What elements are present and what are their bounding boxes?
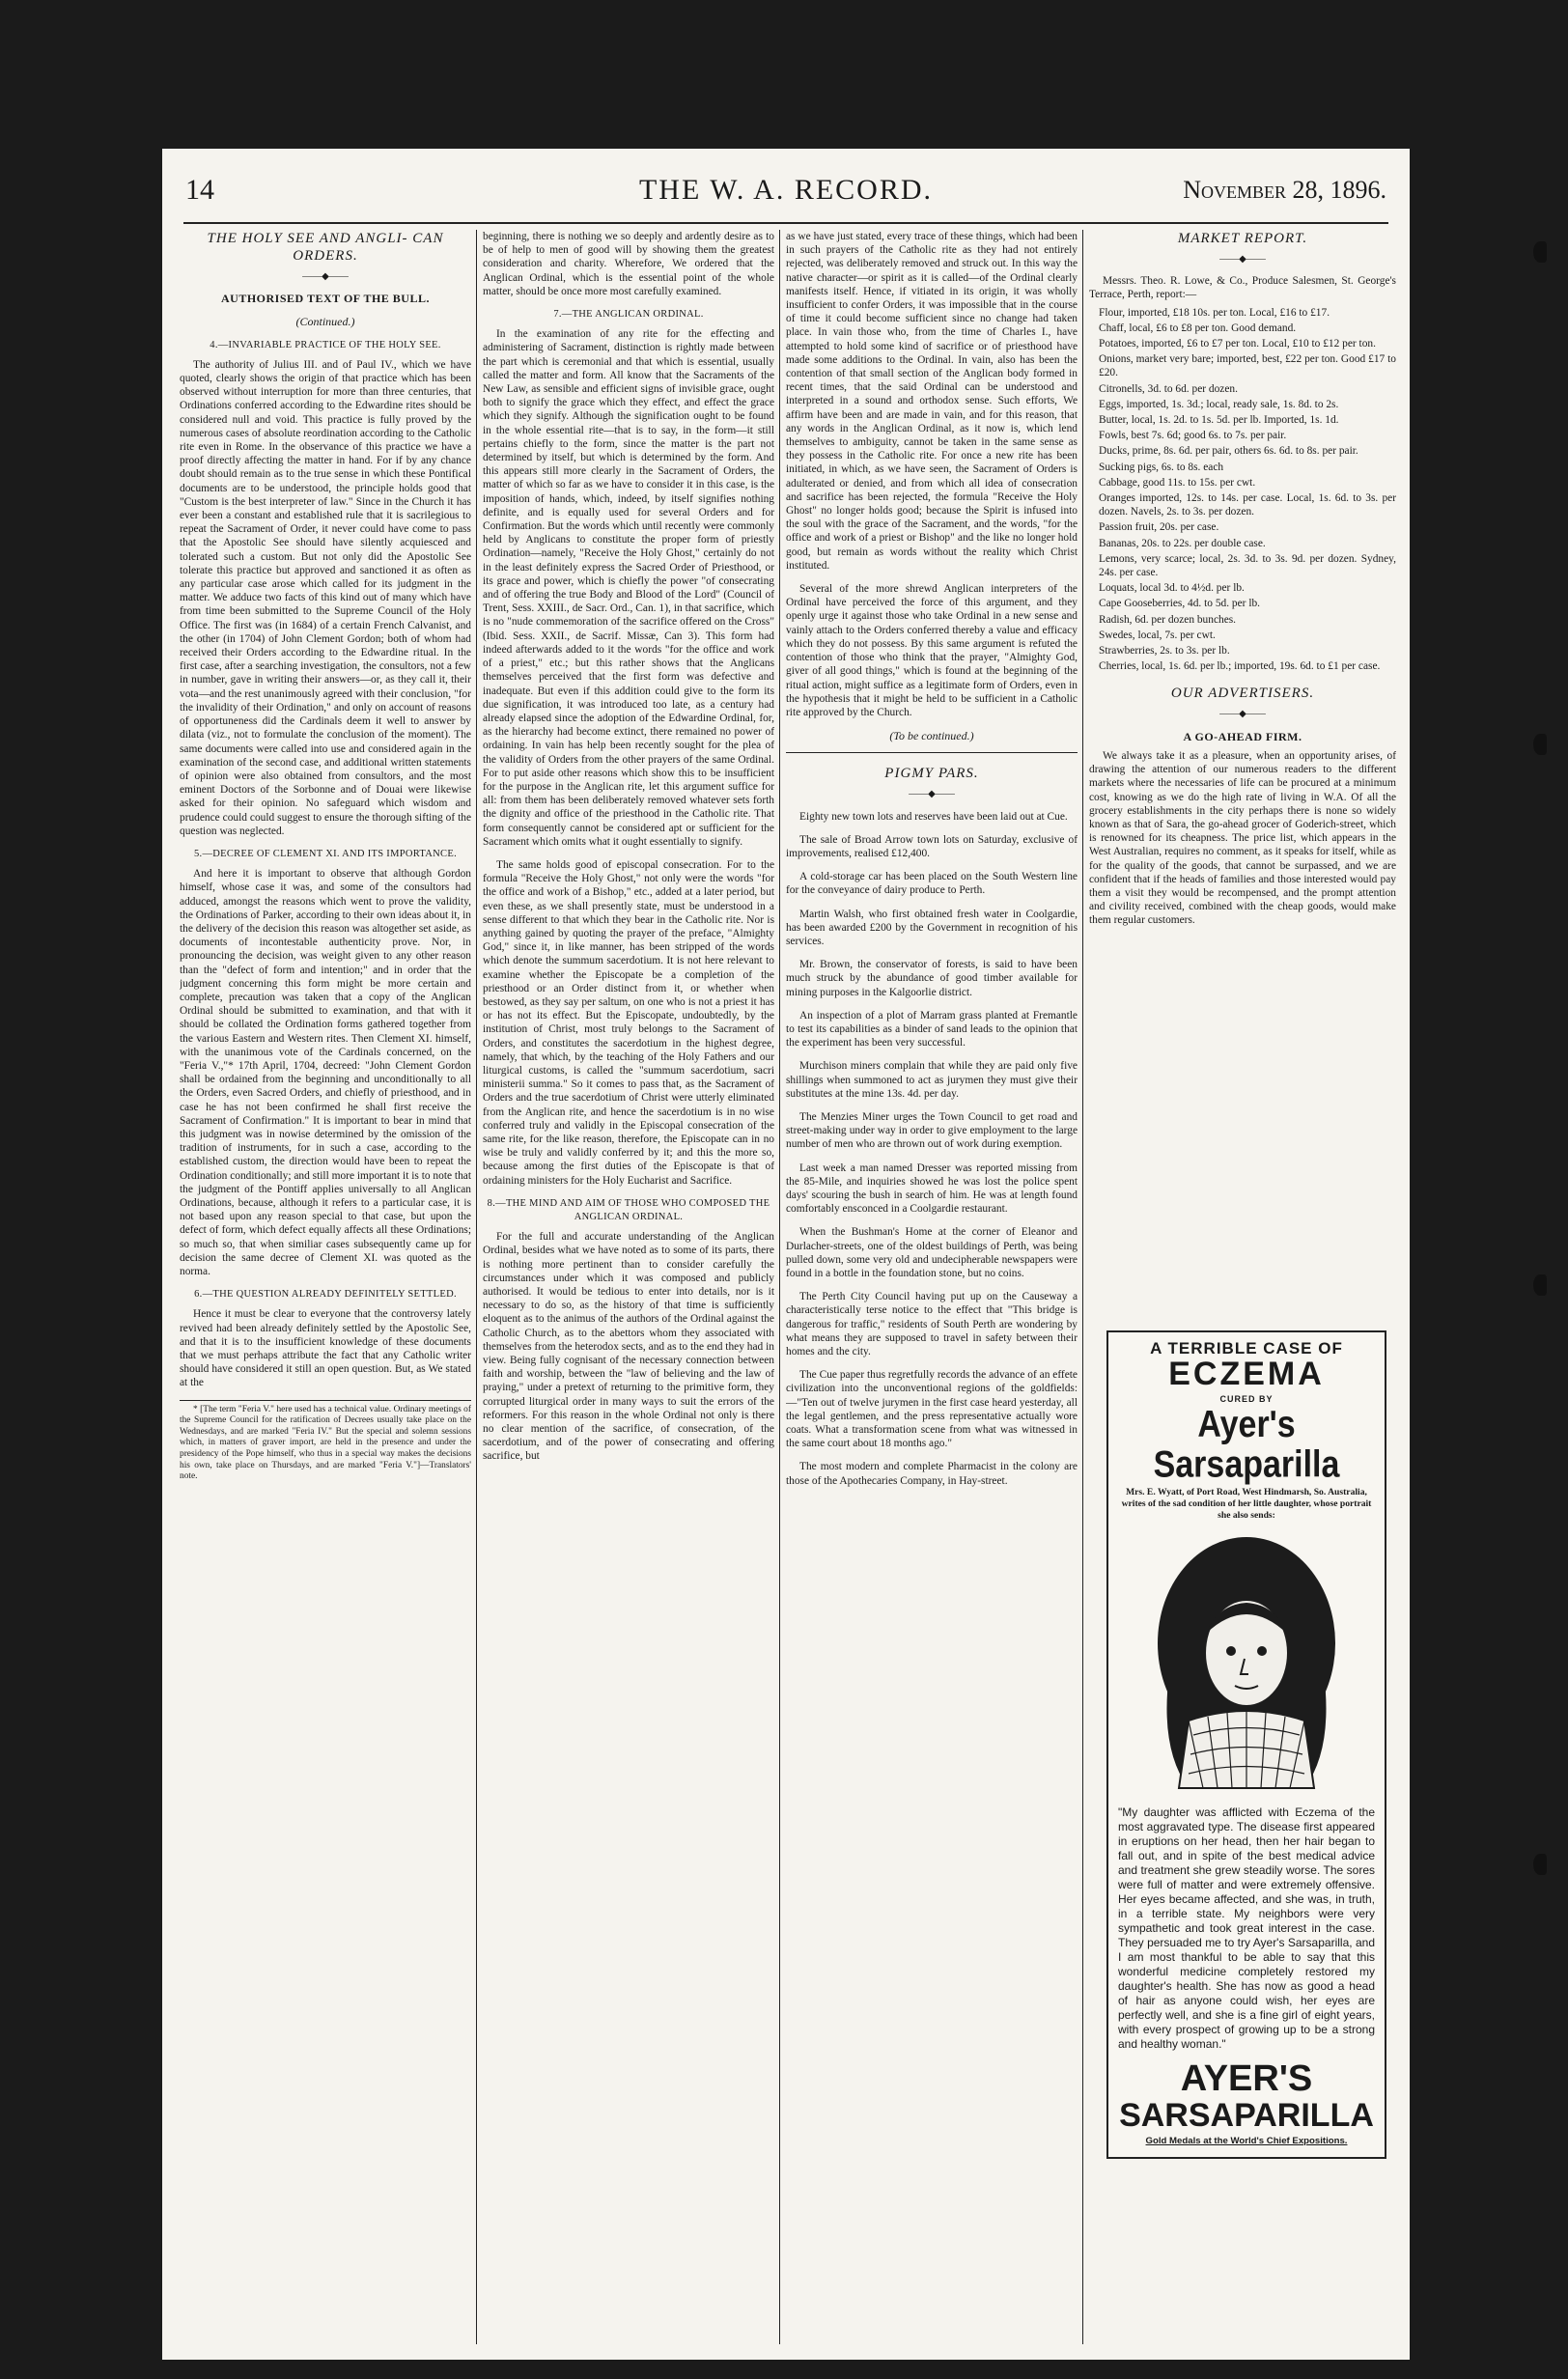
masthead-title: THE W. A. RECORD. <box>638 174 934 206</box>
news-item: The Perth City Council having put up on the Causeway a characteristically terse notice to the effect that "This bridge is dangerous for traffic," residents of South Perth are wondering by what means they are supposed to travel in safety between their homes and the city. <box>786 1291 1078 1358</box>
section-heading: 6.—THE QUESTION ALREADY DEFINITELY SETTLED. <box>194 1289 457 1301</box>
ad-caption: Mrs. E. Wyatt, of Port Road, West Hindmarsh, So. Australia, writes of the sad condition of her little daughter, whose portrait she also sends: <box>1121 1487 1372 1522</box>
market-item: Passion fruit, 20s. per case. <box>1099 521 1219 534</box>
market-item: Oranges imported, 12s. to 14s. per case. Local, 1s. 6d. to 3s. per dozen. Navels, 2s. to 3s. per dozen. <box>1099 492 1396 518</box>
market-item: Cabbage, good 11s. to 15s. per cwt. <box>1099 476 1256 489</box>
news-item: When the Bushman's Home at the corner of Eleanor and Durlacher-streets, one of the oldest buildings of Perth, was being pulled down, some very old and undecipherable newspapers were found in a bottle in the foundation stone, but no coins. <box>786 1226 1078 1279</box>
column-divider <box>476 230 477 2344</box>
column-divider <box>1082 230 1083 2344</box>
ad-brand: AYER'S <box>1180 2058 1313 2100</box>
section-heading: 8.—THE MIND AND AIM OF THOSE WHO COMPOSED THE ANGLICAN ORDINAL. <box>487 1197 770 1223</box>
binding-mark <box>1533 1854 1547 1875</box>
issue-date: November 28, 1896. <box>1183 176 1386 204</box>
section-heading: 5.—DECREE OF CLEMENT XI. AND ITS IMPORTANCE. <box>194 848 457 859</box>
ad-headline: A TERRIBLE CASE OF <box>1150 1339 1343 1357</box>
advertisement <box>1106 1330 1386 2159</box>
column-4 <box>1089 230 1396 2344</box>
ornament: ——◆—— <box>1219 254 1266 265</box>
section-heading: 4.—INVARIABLE PRACTICE OF THE HOLY SEE. <box>210 339 441 350</box>
binding-mark <box>1533 1274 1547 1296</box>
page-header <box>185 174 1386 216</box>
column-2 <box>483 230 774 2344</box>
section-title: MARKET REPORT. <box>1177 231 1308 246</box>
ad-headline: ECZEMA <box>1168 1356 1325 1393</box>
market-item: Eggs, imported, 1s. 3d.; local, ready sale, 1s. 8d. to 2s. <box>1099 398 1339 410</box>
ad-brand-script: Ayer's Sarsaparilla <box>1153 1403 1340 1486</box>
market-item: Onions, market very bare; imported, best, £22 per ton. Good £17 to £20. <box>1099 353 1396 379</box>
paragraph: The authority of Julius III. and of Paul IV., which we have quoted, clearly shows the origin of that practice which has been observed without interruption for more than three centuries, that Ordinations conferred according to the Edwardine rites should be considered null and void. This practice is fully proved by the numerous cases of absolute reordination according to the Catholic rite even in Rome. In the observance of this practice we have a proof directly affecting the matter in hand. For if by any chance doubt should remain as to the true sense in which these Pontifical documents are to be understood, the principle holds good that "Custom is the best interpreter of law." Since in the Church it has ever been a constant and established rule that it is sacrilegious to repeat the Sacrament of Order, it never could have come to pass that the Apostolic See should have silently acquiesced and tolerated such a custom. But not only did the Apostolic See tolerate this practice but approved and sanctioned it as often as any particular case arose which called for its judgment in the matter. We adduce two facts of this kind out of many which have from time been submitted to the Supreme Council of the Holy Office. The first was (in 1684) of a certain French Calvanist, and the other (in 1704) of John Clement Gordon; both of whom had received their Orders according to the Edwardine ritual. In the first case, after a searching investigation, the consultors, not a few in number, gave in writing their answers—or, as they call it, their vota—and the rest unanimously agreed with their conclusion, "for the invalidity of their Ordination," and only on account of reasons of opportuneness did the Cardinals deem it well to answer by dilata (viz., not to formulate the conclusion of the moment). The same documents were called into use and considered again in the examination of the second case, and additional written statements of opinion were also obtained from consultors, and the most eminent Doctors of the Sorbonne and of Douai were likewise asked for their opinion. No safeguard which wisdom and prudence could could suggest to ensure the thorough sifting of the question was neglected. <box>180 358 471 837</box>
market-item: Bananas, 20s. to 22s. per double case. <box>1099 537 1266 549</box>
column-3 <box>786 230 1078 2344</box>
market-list <box>1089 306 1396 674</box>
paragraph: Several of the more shrewd Anglican interpreters of the Ordinal have perceived the force of this argument, and they openly urge it against those who take Ordinal in a new sense and vainly attach to the Orders conferred thereby a value and efficacy which they do not possess. By this same argument is refuted the contention of those who think that the prayer, "Almighty God, giver of all good things," which is found at the beginning of the ritual action, might suffice as a legitimate form of Orders, even in the hypothesis that it might be held to be sufficient in a Catholic rite approved by the Church. <box>786 583 1078 718</box>
footnote: * [The term "Feria V." here used has a technical value. Ordinary meetings of the Supreme Council for the ratification of Decrees usually take place on the Wednesdays, and are marked "Feria IV." But the special and solemn sessions which, in matters of graver import, are held in the presence and under the presidency of the Pope himself, who thus in a special way makes the decisions his own, take place on Thursdays, and are marked "Feria V."]—Translators' note. <box>180 1400 471 1483</box>
paragraph: The same holds good of episcopal consecration. For to the formula "Receive the Holy Ghost," not only were the words "for the office and work of a Bishop," etc., added at a later period, but even these, as we shall presently state, must be understood in a sense different to that which they bear in the Catholic rite. Nor is anything gained by quoting the prayer of the preface, "Almighty God," since it, in like manner, has been stripped of the words which denote the summum sacerdotium. It is not here relevant to examine whether the Episcopate be a completion of the priesthood or an Order distinct from it, or whether when bestowed, as they say per saltum, on one who is not a priest it has or has not its effect. But the Episcopate, undoubtedly, by the institution of Christ, most truly belongs to the Sacrament of Orders, and constitutes the sacerdotium in the highest degree, namely, that which, by the teaching of the Holy Fathers and our liturgical customs, is called the "summum sacerdotium, sacri ministerii summa." So it comes to pass that, as the Sacrament of Orders and the true sacerdotium of Christ were utterly eliminated from the Anglican rite, and hence the sacerdotium is in no wise conferred truly and validly in the Episcopal consecration of the same rite, for the like reason, therefore, the Episcopate can in no wise be truly and validly conferred by it; and this the more so, because among the first duties of the Episcopate is that of ordaining ministers for the Holy Eucharist and Sacrifice. <box>483 858 774 1187</box>
market-item: Potatoes, imported, £6 to £7 per ton. Local, £10 to £12 per ton. <box>1099 338 1376 350</box>
paragraph: beginning, there is nothing we so deeply and ardently desire as to be of help to men of good will by showing them the greatest consideration and charity. Wherefore, We ordered that the Anglican Ordinal, which is the essential point of the whole matter, should be once more most carefully examined. <box>483 231 774 297</box>
news-item: The Cue paper thus regretfully records the advance of an effete civilization into the unconventional regions of the goldfields:—"Ten out of twelve jurymen in the first case heard yesterday, all the legal gentlemen, and the press representative actually wore coats. What a transformation scene from what was witnessed in the same court about 18 months ago." <box>786 1369 1078 1450</box>
news-item: The sale of Broad Arrow town lots on Saturday, exclusive of improvements, realised £12,400. <box>786 833 1078 859</box>
article-title: THE HOLY SEE AND ANGLI- CAN ORDERS. <box>207 231 444 264</box>
section-title: PIGMY PARS. <box>884 766 979 782</box>
news-item: Mr. Brown, the conservator of forests, is said to have been much struck by the abundance of good timber available for mining purposes in the Kalgoorlie district. <box>786 959 1078 998</box>
column-divider <box>779 230 780 2344</box>
paragraph: as we have just stated, every trace of these things, which had been in such prayers of the Catholic rite as they had not entirely rejected, was deliberately removed and struck out. In this way the native character—or spirit as it is called—of the Ordinal clearly manifests itself. Hence, if vitiated in its origin, it was wholly insufficient to confer Orders, it was impossible that in the course of time it could become sufficient since no change had taken place. In vain those who, from the time of Charles I., have attempted to hold some kind of sacrifice or of priesthood have made some additions to the Ordinal. In vain, also has been the contention of that small section of the Anglican body formed in recent times, that the said Ordinal can be understood and interpreted in a sound and orthodox sense. Such efforts, We affirm have been and are made in vain, and for this reason, that any words in the Anglican Ordinal, as it now is, which lend themselves to ambiguity, cannot be taken in the same sense as they possess in the Catholic rite. For once a new rite has been initiated, in which, as we have seen, the Sacrament of Orders is adulterated or denied, and from which all idea of consecration and sacrifice has been rejected, the formula "Receive the Holy Ghost" no longer holds good; because the Spirit is infused into the soul with the grace of the Sacrament, and the words, "for the office and work of a priest or Bishop" and the like no longer hold good, but remain as words without the reality which Christ instituted. <box>786 231 1078 572</box>
news-item: The Menzies Miner urges the Town Council to get road and street-making under way in order to give employment to the large number of men who are thrown out of work during exemption. <box>786 1110 1078 1151</box>
news-item: Last week a man named Dresser was reported missing from the 85-Mile, and inquiries showed he was lost the police spent days' scouring the bush in search of him. He was at length found comfortably ensconced in a Coolgardie restaurant. <box>786 1162 1078 1216</box>
ornament: ——◆—— <box>302 271 349 282</box>
market-item: Lemons, very scarce; local, 2s. 3d. to 3s. 9d. per dozen. Sydney, 24s. per case. <box>1099 552 1396 579</box>
paragraph: For the full and accurate understanding of the Anglican Ordinal, besides what we have noted as to some of its parts, there is nothing more pertinent than to consider carefully the circumstances under which it was composed and publicly authorised. It would be tedious to enter into details, nor is it necessary to do so, as the history of that time is sufficiently eloquent as to the animus of the authors of the Ordinal against the Catholic Church, as to the abettors whom they associated with themselves from the heterodox sects, and as to the end they had in view. Being fully cognisant of the necessary connection between faith and worship, between the "law of believing and the law of praying," under a pretext of returning to the primitive form, they corrupted liturgical order in many ways to suit the errors of the reformers. For this reason in the whole Ordinal not only is there no clear mention of the sacrifice, of consecration, of the sacerdotium, and of the power of consecrating and offering sacrifice, but <box>483 1231 774 1463</box>
section-heading: 7.—THE ANGLICAN ORDINAL. <box>553 309 704 321</box>
market-intro: Messrs. Theo. R. Lowe, & Co., Produce Salesmen, St. George's Terrace, Perth, report:— <box>1089 275 1396 301</box>
news-item: An inspection of a plot of Marram grass planted at Fremantle to test its capabilities as a binder of sand leads to the opinion that the experiment has been very successful. <box>786 1009 1078 1050</box>
market-item: Swedes, local, 7s. per cwt. <box>1099 629 1216 641</box>
ad-brand: SARSAPARILLA <box>1119 2097 1374 2135</box>
market-item: Ducks, prime, 8s. 6d. per pair, others 6s. 6d. to 8s. per pair. <box>1099 445 1358 458</box>
news-item: Murchison miners complain that while they are paid only five shillings when summoned to act as jurymen they must give their substitutes at the mine 13s. 4d. per day. <box>786 1060 1078 1100</box>
paragraph: Hence it must be clear to everyone that the controversy lately revived had been already definitely settled by the Apostolic See, and that it is to the insufficient knowledge of these documents that we must perhaps attribute the fact that any Catholic writer should have considered it still an open question. But, as We stated at the <box>180 1308 471 1389</box>
column-1 <box>180 230 471 2344</box>
market-item: Sucking pigs, 6s. to 8s. each <box>1099 461 1224 473</box>
article-subtitle: A GO-AHEAD FIRM. <box>1183 729 1302 743</box>
paragraph: In the examination of any rite for the effecting and administering of Sacrament, distinction is rightly made between the part which is ceremonial and that which is essential, usually called the matter and form. All know that the Sacraments of the New Law, as sensible and efficient signs of invisible grace, ought both to signify the grace which they effect, and effect the grace which they signify. Although the signification ought to be found in the whole essential rite—that is to say, in the form—it still pertains chiefly to the form, since the matter is the part not determined by itself, but which is determined by the form. And this appears still more clearly in the Sacrament of Orders, the matter of which so far as we have to consider it in this case, is the imposition of hands, which, indeed, by itself signifies nothing definite, and is equally used for several Orders and for Confirmation. But the words which until recently were commonly held by Anglicans to constitute the proper form of priestly Ordination—namely, "Receive the Holy Ghost," certainly do not in the least definitely express the Sacred Order of Priesthood, or its grace and power, which is chiefly the power "of consecrating and of offering the true Body and Blood of the Lord" (Council of Trent, Sess. XXIII., de Sacr. Ord., Can. 1), in that sacrifice, which is no "nude commemoration of the sacrifice offered on the Cross" (Ibid. Sess. XXII., de Sacrif. Missæ, Can 3). This form had indeed afterwards added to it the words "for the office and work of a priest," etc.; but this rather shows that the Anglicans themselves perceived that the first form was defective and inadequate. But even if this addition could give to the form its due signification, it was introduced too late, as a century had already elapsed since the adoption of the Edwardine Ordinal, for, as the hierarchy had become extinct, there remained no power of ordaining. In vain has help been recently sought for the plea of the validity of Orders from the other prayers of the same Ordinal. For to put aside other reasons which show this to be insufficient for the purpose in the Anglican rite, let this argument suffice for all: from them has been deliberately removed whatever sets forth the dignity and office of the priesthood in the Catholic rite. That form consequently cannot be considered apt or sufficient for the Sacrament which omits what it ought essentially to signify. <box>483 328 774 848</box>
binding-mark <box>1533 734 1547 755</box>
market-item: Flour, imported, £18 10s. per ton. Local, £16 to £17. <box>1099 306 1330 319</box>
news-item: A cold-storage car has been placed on the South Western line for the conveyance of dairy produce to Perth. <box>786 871 1078 897</box>
ad-headline: CURED BY <box>1219 1394 1274 1405</box>
binding-mark <box>1533 241 1547 263</box>
paragraph: And here it is important to observe that although Gordon himself, whose case it was, and some of the consultors had adduced, amongst the reasons which went to prove the validity, the Ordinations of Parker, according to their own ideas about it, in the delivery of the decision this reason was altogether set aside, as documents of incontestable authenticity prove. Nor, in pronouncing the decision, was weight given to any other reason than the "defect of form and intention;" and in order that the judgment concerning this form might be more certain and complete, precaution was taken that a copy of the Anglican Ordinal should be submitted to examination, and that with it should be collated the Ordination forms gathered together from the various Eastern and Western rites. Then Clement XI. himself, with the unanimous vote of the Cardinals concerned, on the "Feria V.,"* 17th April, 1704, decreed: "John Clement Gordon shall be ordained from the beginning and unconditionally to all the Orders, even Sacred Orders, and chiefly of priesthood, and in case he has not been confirmed he shall first receive the Sacrament of Confirmation." It is important to bear in mind that this judgment was in nowise determined by the omission of the tradition of instruments, for in such a case, according to the established custom, the direction would have been to repeat the Ordination conditionally; and still more important it is to note that the judgment of the Pontiff applies universally to all Anglican Ordinations, because, although it refers to a particular case, it is not based upon any reason special to that case, but upon the defect of form, which defect equally affects all these Ordinations; so much so, that when similiar cases subsequently came up for decision the same decree of Clement XI. was quoted as the norma. <box>180 868 471 1278</box>
ornament: ——◆—— <box>1219 709 1266 720</box>
divider <box>786 752 1078 753</box>
paragraph: We always take it as a pleasure, when an opportunity arises, of drawing the attention of our numerous readers to the different markets where the necessaries of life can be procured at a minimum cost, knowing as we do the high rate of living in W.A. Of all the grocery establishments in the city perhaps there is none so widely known as that of Sara, the go-ahead grocer of Goderich-street, which is renowned for its cheapness. The price list, which appears in the West Australian, requires no comment, as it speaks for itself, while as for the quality of the goods, that cannot be surpassed, and we are confident that if the heads of families and those interested would pay them a visit they would be recompensed, and the prompt attention and civility received, combined with the cheap goods, would make them regular customers. <box>1089 749 1396 927</box>
news-item: The most modern and complete Pharmacist in the colony are those of the Apothecaries Company, in Hay-street. <box>786 1461 1078 1487</box>
continued-label: (To be continued.) <box>889 729 974 743</box>
continued-label: (Continued.) <box>295 315 355 329</box>
section-title: OUR ADVERTISERS. <box>1170 686 1315 702</box>
ad-tagline: Gold Medals at the World's Chief Expositions. <box>1145 2136 1348 2147</box>
market-item: Butter, local, 1s. 2d. to 1s. 5d. per lb. Imported, 1s. 1d. <box>1099 414 1339 427</box>
market-item: Fowls, best 7s. 6d; good 6s. to 7s. per pair. <box>1099 430 1287 442</box>
market-item: Loquats, local 3d. to 4½d. per lb. <box>1099 582 1245 595</box>
market-item: Radish, 6d. per dozen bunches. <box>1099 613 1237 626</box>
ad-testimonial: "My daughter was afflicted with Eczema of the most aggravated type. The disease first appeared in eruptions on her head, then her hair began to fall out, and in spite of the best medical advice and treatment she grew steadily worse. The sores were full of matter and were extremely offensive. Her eyes became affected, and she was, in truth, in a terrible state. My neighbors were very sympathetic and took great interest in the case. They persuaded me to try Ayer's Sarsaparilla, and I am most thankful to be able to say that this wonderful medicine completely restored my daughter's health. She has now as good a head of hair as anyone could wish, her eyes are perfectly well, and she is a fine girl of eight years, with every prospect of growing up to be a strong and healthy woman." <box>1118 1805 1375 2052</box>
market-item: Strawberries, 2s. to 3s. per lb. <box>1099 645 1230 658</box>
ornament: ——◆—— <box>909 789 955 800</box>
newspaper-page <box>162 149 1410 2360</box>
article-subtitle: AUTHORISED TEXT OF THE BULL. <box>221 292 430 306</box>
market-item: Citronells, 3d. to 6d. per dozen. <box>1099 382 1238 395</box>
page-number: 14 <box>185 174 214 206</box>
market-item: Cherries, local, 1s. 6d. per lb.; imported, 19s. 6d. to £1 per case. <box>1099 660 1381 673</box>
market-item: Chaff, local, £6 to £8 per ton. Good demand. <box>1099 322 1297 334</box>
market-item: Cape Gooseberries, 4d. to 5d. per lb. <box>1099 598 1261 610</box>
header-rule <box>183 222 1388 224</box>
girl-portrait-illustration <box>1150 1527 1343 1798</box>
news-item: Eighty new town lots and reserves have been laid out at Cue. <box>799 810 1068 823</box>
news-item: Martin Walsh, who first obtained fresh water in Coolgardie, has been awarded £200 by the Government in recognition of his services. <box>786 908 1078 947</box>
